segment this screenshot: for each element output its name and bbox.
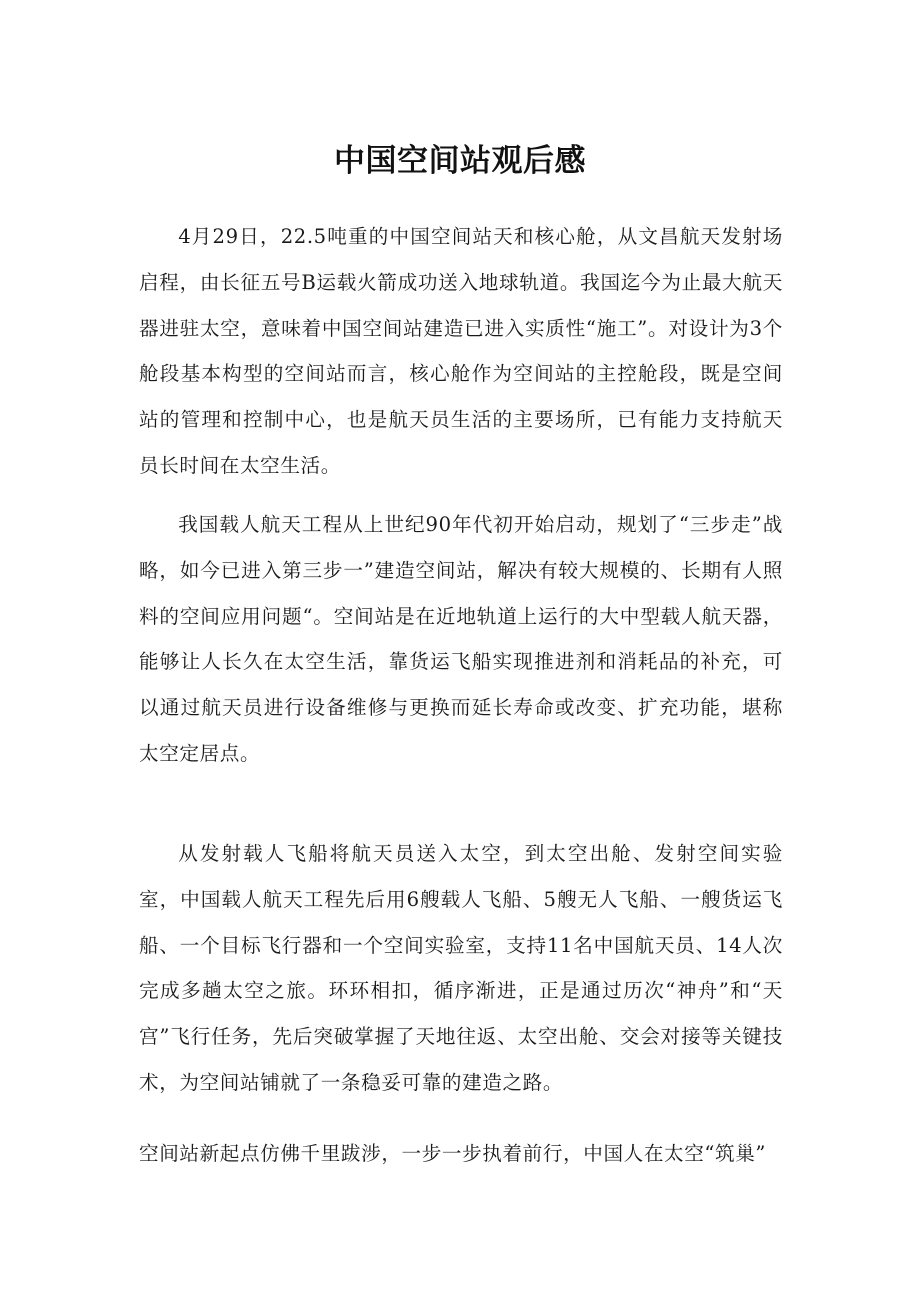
paragraph-1: 4月29日，22.5吨重的中国空间站天和核心舱，从文昌航天发射场启程，由长征五号B运载火箭成功送入地球轨道。我国迄今为止最大航天器进驻太空，意味着中国空间站建造已进入实质性“施工”。对设计为3个舱段基本构型的空间站而言，核心舱作为空间站的主控舱段，既是空间站的管理和控制中心，也是航天员生活的主要场所，已有能力支持航天员长时间在太空生活。 [139, 225, 783, 477]
paragraph-2: 我国载人航天工程从上世纪90年代初开始启动，规划了“三步走”战略，如今已进入第三步一”建造空间站，解决有较大规模的、长期有人照料的空间应用问题“。空间站是在近地轨道上运行的大中型载人航天器，能够让人长久在太空生活，靠货运飞船实现推进剂和消耗品的补充，可以通过航天员进行设备维修与更换而延长寿命或改变、扩充功能，堪称太空定居点。 [139, 513, 783, 765]
paragraph-4: 空间站新起点仿佛千里跋涉，一步一步执着前行，中国人在太空“筑巢” [139, 1142, 767, 1165]
document-title: 中国空间站观后感 [334, 142, 586, 179]
paragraph-3: 从发射载人飞船将航天员送入太空，到太空出舱、发射空间实验室，中国载人航天工程先后用6艘载人飞船、5艘无人飞船、一艘货运飞船、一个目标飞行器和一个空间实验室，支持11名中国航天员、14人次完成多趟太空之旅。环环相扣，循序渐进，正是通过历次“神舟”和“天宫”飞行任务，先后突破掌握了天地往返、太空出舱、交会对接等关键技术，为空间站铺就了一条稳妥可靠的建造之路。 [139, 842, 783, 1094]
